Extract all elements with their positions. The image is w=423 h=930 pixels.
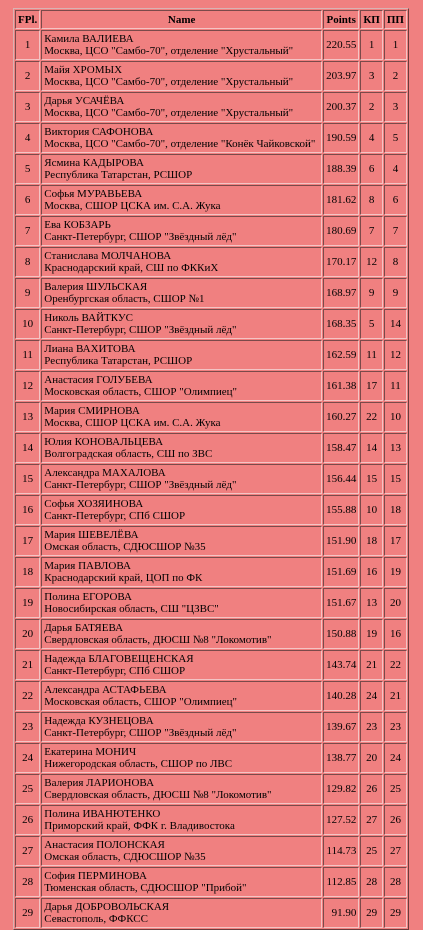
table-row: [15, 557, 407, 587]
kp-cell: 23: [360, 712, 383, 742]
place-cell: 3: [15, 92, 40, 122]
kp-cell: 5: [360, 309, 383, 339]
table-row: [15, 185, 407, 215]
pp-cell: 5: [384, 123, 407, 153]
skater-club: Санкт-Петербург, СПб СШОР: [44, 510, 186, 522]
kp-cell: 18: [360, 526, 383, 556]
skater-club: Москва, ЦСО "Самбо-70", отделение "Хрустальный": [44, 76, 294, 88]
table-row: [15, 92, 407, 122]
place-cell: 13: [15, 402, 40, 432]
skater-cell: [41, 340, 322, 370]
points-cell: 150.88: [323, 619, 359, 649]
kp-cell: 16: [360, 557, 383, 587]
skater-name: Ясмина КАДЫРОВА: [44, 157, 144, 169]
kp-cell: 19: [360, 619, 383, 649]
kp-cell: 10: [360, 495, 383, 525]
skater-cell: [41, 495, 322, 525]
skater-club: Московская область, СШОР "Олимпиец": [44, 696, 238, 708]
place-cell: 17: [15, 526, 40, 556]
kp-cell: 2: [360, 92, 383, 122]
place-cell: 20: [15, 619, 40, 649]
table-row: [15, 867, 407, 897]
kp-cell: 26: [360, 774, 383, 804]
skater-cell: [41, 216, 322, 246]
skater-name: Лиана ВАХИТОВА: [44, 343, 136, 355]
table-row: [15, 681, 407, 711]
skater-name: Анастасия ПОЛОНСКАЯ: [44, 839, 165, 851]
pp-cell: 4: [384, 154, 407, 184]
place-cell: 2: [15, 61, 40, 91]
kp-cell: 9: [360, 278, 383, 308]
skater-name: Александра АСТАФЬЕВА: [44, 684, 167, 696]
skater-cell: [41, 681, 322, 711]
skater-cell: [41, 185, 322, 215]
skater-club: Тюменская область, СДЮСШОР "Прибой": [44, 882, 247, 894]
table-row: [15, 712, 407, 742]
pp-cell: 25: [384, 774, 407, 804]
kp-cell: 12: [360, 247, 383, 277]
points-cell: 151.69: [323, 557, 359, 587]
place-cell: 25: [15, 774, 40, 804]
pp-cell: 13: [384, 433, 407, 463]
skater-cell: [41, 433, 322, 463]
skater-name: Екатерина МОНИЧ: [44, 746, 137, 758]
pp-cell: 9: [384, 278, 407, 308]
skater-cell: [41, 743, 322, 773]
points-cell: 158.47: [323, 433, 359, 463]
points-cell: 114.73: [323, 836, 359, 866]
kp-cell: 27: [360, 805, 383, 835]
skater-club: Москва, ЦСО "Самбо-70", отделение "Конёк Чайковской": [44, 138, 316, 150]
skater-name: Дарья БАТЯЕВА: [44, 622, 124, 634]
skater-name: Дарья ДОБРОВОЛЬСКАЯ: [44, 901, 170, 913]
kp-cell: 8: [360, 185, 383, 215]
table-row: [15, 619, 407, 649]
skater-cell: [41, 247, 322, 277]
skater-name: Мария ШЕВЕЛЁВА: [44, 529, 139, 541]
skater-club: Новосибирская область, СШ "ЦЗВС": [44, 603, 219, 615]
skater-name: Камила ВАЛИЕВА: [44, 33, 134, 45]
skater-cell: [41, 774, 322, 804]
pp-cell: 22: [384, 650, 407, 680]
table-row: [15, 650, 407, 680]
table-row: [15, 340, 407, 370]
skater-name: София ПЕРМИНОВА: [44, 870, 147, 882]
place-cell: 24: [15, 743, 40, 773]
skater-name: Виктория САФОНОВА: [44, 126, 154, 138]
skater-cell: [41, 92, 322, 122]
table-row: [15, 464, 407, 494]
pp-cell: 3: [384, 92, 407, 122]
skater-club: Волгоградская область, СШ по ЗВС: [44, 448, 213, 460]
kp-cell: 28: [360, 867, 383, 897]
skater-name: Валерия ЛАРИОНОВА: [44, 777, 155, 789]
skater-name: Александра МАХАЛОВА: [44, 467, 166, 479]
skater-name: Валерия ШУЛЬСКАЯ: [44, 281, 148, 293]
place-cell: 4: [15, 123, 40, 153]
skater-club: Севастополь, ФФКСС: [44, 913, 148, 925]
points-cell: 91.90: [323, 898, 359, 928]
header-place: FPl.: [15, 10, 40, 29]
place-cell: 18: [15, 557, 40, 587]
points-cell: 127.52: [323, 805, 359, 835]
skater-cell: [41, 557, 322, 587]
pp-cell: 20: [384, 588, 407, 618]
kp-cell: 22: [360, 402, 383, 432]
skater-name: Софья МУРАВЬЕВА: [44, 188, 143, 200]
skater-club: Свердловская область, ДЮСШ №8 "Локомотив": [44, 789, 272, 801]
skater-club: Омская область, СДЮСШОР №35: [44, 851, 206, 863]
place-cell: 16: [15, 495, 40, 525]
pp-cell: 17: [384, 526, 407, 556]
skater-cell: [41, 371, 322, 401]
skater-club: Москва, ЦСО "Самбо-70", отделение "Хрустальный": [44, 45, 294, 57]
skater-cell: [41, 712, 322, 742]
header-kp: КП: [360, 10, 383, 29]
table-row: [15, 402, 407, 432]
kp-cell: 4: [360, 123, 383, 153]
points-cell: 181.62: [323, 185, 359, 215]
kp-cell: 13: [360, 588, 383, 618]
place-cell: 12: [15, 371, 40, 401]
place-cell: 26: [15, 805, 40, 835]
skater-name: Надежда БЛАГОВЕЩЕНСКАЯ: [44, 653, 194, 665]
kp-cell: 21: [360, 650, 383, 680]
table-row: [15, 123, 407, 153]
skater-cell: [41, 619, 322, 649]
place-cell: 5: [15, 154, 40, 184]
skater-cell: [41, 836, 322, 866]
place-cell: 8: [15, 247, 40, 277]
table-row: [15, 247, 407, 277]
points-cell: 160.27: [323, 402, 359, 432]
skater-club: Москва, СШОР ЦСКА им. С.А. Жука: [44, 200, 221, 212]
kp-cell: 29: [360, 898, 383, 928]
skater-club: Приморский край, ФФК г. Владивостока: [44, 820, 235, 832]
table-row: [15, 309, 407, 339]
skater-name: Николь ВАЙТКУС: [44, 312, 133, 324]
pp-cell: 23: [384, 712, 407, 742]
points-cell: 139.67: [323, 712, 359, 742]
points-cell: 168.35: [323, 309, 359, 339]
kp-cell: 14: [360, 433, 383, 463]
place-cell: 22: [15, 681, 40, 711]
table-row: [15, 30, 407, 60]
place-cell: 9: [15, 278, 40, 308]
pp-cell: 1: [384, 30, 407, 60]
pp-cell: 28: [384, 867, 407, 897]
skater-name: Юлия КОНОВАЛЬЦЕВА: [44, 436, 164, 448]
skater-cell: [41, 61, 322, 91]
place-cell: 23: [15, 712, 40, 742]
skater-name: Майя ХРОМЫХ: [44, 64, 123, 76]
kp-cell: 6: [360, 154, 383, 184]
skater-club: Санкт-Петербург, СШОР "Звёздный лёд": [44, 479, 237, 491]
kp-cell: 7: [360, 216, 383, 246]
points-cell: 143.74: [323, 650, 359, 680]
kp-cell: 1: [360, 30, 383, 60]
pp-cell: 26: [384, 805, 407, 835]
pp-cell: 11: [384, 371, 407, 401]
table-row: [15, 433, 407, 463]
skater-club: Санкт-Петербург, СПб СШОР: [44, 665, 186, 677]
place-cell: 29: [15, 898, 40, 928]
table-row: [15, 743, 407, 773]
skater-club: Омская область, СДЮСШОР №35: [44, 541, 206, 553]
skater-club: Нижегородская область, СШОР по ЛВС: [44, 758, 233, 770]
pp-cell: 2: [384, 61, 407, 91]
table-row: [15, 278, 407, 308]
pp-cell: 21: [384, 681, 407, 711]
skater-club: Москва, СШОР ЦСКА им. С.А. Жука: [44, 417, 221, 429]
skater-cell: [41, 30, 322, 60]
table-row: [15, 371, 407, 401]
pp-cell: 27: [384, 836, 407, 866]
place-cell: 7: [15, 216, 40, 246]
skater-club: Санкт-Петербург, СШОР "Звёздный лёд": [44, 231, 237, 243]
skater-name: Станислава МОЛЧАНОВА: [44, 250, 172, 262]
table-row: [15, 898, 407, 928]
pp-cell: 15: [384, 464, 407, 494]
kp-cell: 25: [360, 836, 383, 866]
points-cell: 151.90: [323, 526, 359, 556]
skater-cell: [41, 898, 322, 928]
points-cell: 203.97: [323, 61, 359, 91]
place-cell: 6: [15, 185, 40, 215]
table-row: [15, 526, 407, 556]
results-table: [13, 8, 409, 930]
place-cell: 28: [15, 867, 40, 897]
pp-cell: 12: [384, 340, 407, 370]
pp-cell: 16: [384, 619, 407, 649]
skater-cell: [41, 154, 322, 184]
table-row: [15, 588, 407, 618]
skater-club: Санкт-Петербург, СШОР "Звёздный лёд": [44, 324, 237, 336]
place-cell: 21: [15, 650, 40, 680]
skater-club: Краснодарский край, ЦОП по ФК: [44, 572, 203, 584]
skater-cell: [41, 526, 322, 556]
table-row: [15, 774, 407, 804]
place-cell: 1: [15, 30, 40, 60]
skater-club: Оренбургская область, СШОР №1: [44, 293, 205, 305]
pp-cell: 7: [384, 216, 407, 246]
skater-club: Краснодарский край, СШ по ФККиХ: [44, 262, 219, 274]
kp-cell: 15: [360, 464, 383, 494]
skater-name: Ева КОБЗАРЬ: [44, 219, 111, 231]
points-cell: 170.17: [323, 247, 359, 277]
table-row: [15, 216, 407, 246]
points-cell: 190.59: [323, 123, 359, 153]
skater-cell: [41, 588, 322, 618]
skater-cell: [41, 278, 322, 308]
table-row: [15, 495, 407, 525]
points-cell: 200.37: [323, 92, 359, 122]
header-pp: ПП: [384, 10, 407, 29]
kp-cell: 20: [360, 743, 383, 773]
points-cell: 161.38: [323, 371, 359, 401]
points-cell: 168.97: [323, 278, 359, 308]
place-cell: 27: [15, 836, 40, 866]
table-row: [15, 836, 407, 866]
pp-cell: 19: [384, 557, 407, 587]
points-cell: 151.67: [323, 588, 359, 618]
pp-cell: 10: [384, 402, 407, 432]
kp-cell: 11: [360, 340, 383, 370]
pp-cell: 14: [384, 309, 407, 339]
skater-club: Москва, ЦСО "Самбо-70", отделение "Хрустальный": [44, 107, 294, 119]
pp-cell: 8: [384, 247, 407, 277]
kp-cell: 3: [360, 61, 383, 91]
points-cell: 156.44: [323, 464, 359, 494]
table-row: [15, 154, 407, 184]
skater-club: Республика Татарстан, РСШОР: [44, 169, 193, 181]
points-cell: 112.85: [323, 867, 359, 897]
points-cell: 162.59: [323, 340, 359, 370]
skater-club: Свердловская область, ДЮСШ №8 "Локомотив": [44, 634, 272, 646]
skater-name: Надежда КУЗНЕЦОВА: [44, 715, 154, 727]
pp-cell: 18: [384, 495, 407, 525]
kp-cell: 17: [360, 371, 383, 401]
pp-cell: 24: [384, 743, 407, 773]
place-cell: 11: [15, 340, 40, 370]
skater-name: Дарья УСАЧЁВА: [44, 95, 125, 107]
skater-name: Мария СМИРНОВА: [44, 405, 140, 417]
header-points: Points: [323, 10, 359, 29]
skater-name: Полина ЕГОРОВА: [44, 591, 132, 603]
skater-name: Полина ИВАНЮТЕНКО: [44, 808, 161, 820]
pp-cell: 6: [384, 185, 407, 215]
place-cell: 10: [15, 309, 40, 339]
skater-name: Мария ПАВЛОВА: [44, 560, 131, 572]
points-cell: 220.55: [323, 30, 359, 60]
table-row: [15, 61, 407, 91]
place-cell: 14: [15, 433, 40, 463]
place-cell: 15: [15, 464, 40, 494]
table-row: [15, 805, 407, 835]
skater-club: Республика Татарстан, РСШОР: [44, 355, 193, 367]
skater-name: Софья ХОЗЯИНОВА: [44, 498, 144, 510]
points-cell: 140.28: [323, 681, 359, 711]
skater-cell: [41, 650, 322, 680]
header-name: Name: [41, 10, 322, 29]
skater-cell: [41, 805, 322, 835]
skater-cell: [41, 867, 322, 897]
kp-cell: 24: [360, 681, 383, 711]
skater-club: Московская область, СШОР "Олимпиец": [44, 386, 238, 398]
skater-cell: [41, 402, 322, 432]
skater-name: Анастасия ГОЛУБЕВА: [44, 374, 153, 386]
points-cell: 129.82: [323, 774, 359, 804]
points-cell: 138.77: [323, 743, 359, 773]
place-cell: 19: [15, 588, 40, 618]
pp-cell: 29: [384, 898, 407, 928]
skater-cell: [41, 309, 322, 339]
skater-cell: [41, 123, 322, 153]
points-cell: 155.88: [323, 495, 359, 525]
skater-cell: [41, 464, 322, 494]
points-cell: 188.39: [323, 154, 359, 184]
header-row: [15, 10, 407, 29]
skater-club: Санкт-Петербург, СШОР "Звёздный лёд": [44, 727, 237, 739]
points-cell: 180.69: [323, 216, 359, 246]
results-body: [15, 30, 407, 928]
